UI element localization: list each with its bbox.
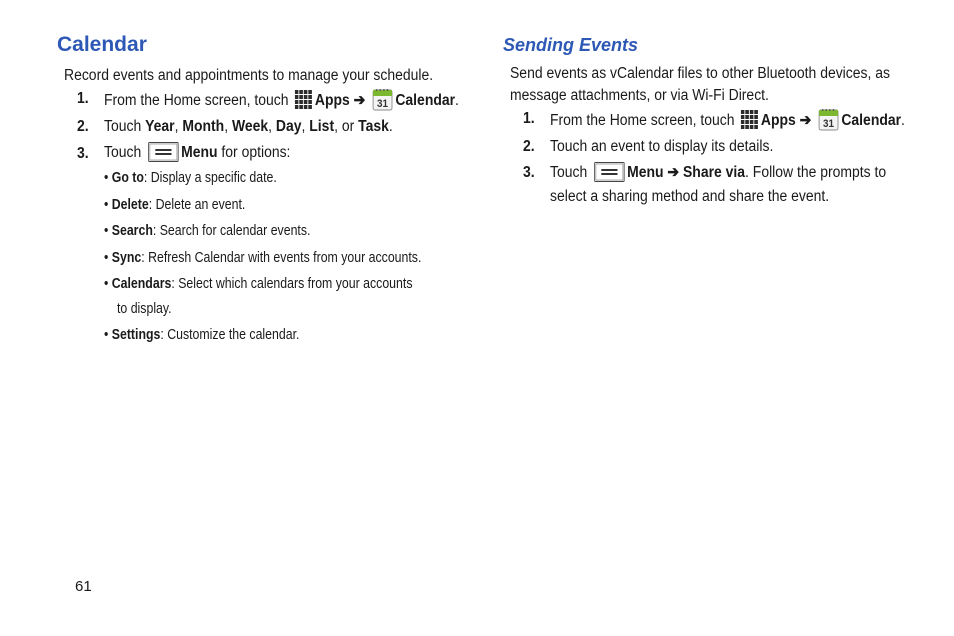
- bullet-desc: : Customize the calendar.: [160, 327, 300, 343]
- step-text: . Follow the prompts to: [745, 164, 887, 181]
- task-label: Task: [358, 118, 389, 135]
- apps-label: Apps: [314, 92, 350, 109]
- page-number: 61: [75, 578, 92, 595]
- list-label: List: [309, 118, 335, 135]
- share-via-label: Share via: [683, 164, 746, 181]
- apps-grid-icon: [295, 90, 313, 110]
- bullet-desc: : Search for calendar events.: [152, 223, 311, 239]
- page-title: Calendar: [57, 33, 147, 56]
- step-text: Touch: [104, 144, 142, 161]
- bullet-desc: : Select which calendars from your accounts: [171, 276, 413, 292]
- calendar-31-icon: [818, 108, 839, 131]
- day-label: Day: [275, 118, 302, 135]
- apps-grid-icon: [741, 110, 759, 130]
- menu-icon: [148, 142, 179, 162]
- apps-label: Apps: [760, 112, 796, 129]
- section-title: Sending Events: [503, 35, 639, 55]
- step-text: Touch: [104, 118, 142, 135]
- menu-label: Menu: [181, 144, 218, 161]
- calendar-label: Calendar: [841, 112, 902, 129]
- arrow: ➔: [799, 112, 812, 129]
- week-label: Week: [231, 118, 269, 135]
- arrow: ➔: [353, 92, 366, 109]
- calendar-label: Calendar: [395, 92, 456, 109]
- bullet-term: Settings: [111, 327, 161, 343]
- list-item: • Sync: Refresh Calendar with events from your accounts.: [104, 250, 422, 266]
- step-text: From the Home screen, touch: [104, 92, 289, 109]
- step-text: From the Home screen, touch: [550, 112, 735, 129]
- step-text: for options:: [221, 144, 291, 161]
- intro-text: Record events and appointments to manage your schedule.: [64, 67, 434, 84]
- bullet-desc: : Display a specific date.: [143, 170, 277, 186]
- bullet-desc: : Refresh Calendar with events from your accounts.: [141, 250, 422, 266]
- list-item: • Go to: Display a specific date.: [104, 170, 277, 186]
- bullet-term: Search: [111, 223, 153, 239]
- menu-label: Menu: [627, 164, 664, 181]
- list-item: • Settings: Customize the calendar.: [104, 327, 300, 343]
- arrow: ➔: [667, 164, 680, 181]
- step-number: 3.: [523, 164, 535, 181]
- step-2: [104, 115, 393, 139]
- step-number: 2.: [523, 138, 535, 155]
- step-number: 3.: [77, 145, 89, 162]
- bullet-desc-continued: to display.: [117, 301, 172, 317]
- step-number: 2.: [77, 118, 89, 135]
- calendar-icon-day: 31: [822, 118, 834, 131]
- bullet-term: Delete: [111, 197, 149, 213]
- bullet-desc: : Delete an event.: [148, 197, 246, 213]
- section-intro: message attachments, or via Wi-Fi Direct.: [510, 87, 769, 104]
- step-3: [550, 161, 886, 185]
- list-item: • Delete: Delete an event.: [104, 197, 246, 213]
- step-3: [104, 141, 290, 165]
- step-number: 1.: [77, 90, 89, 107]
- month-label: Month: [182, 118, 225, 135]
- step-3-continued: select a sharing method and share the event.: [550, 188, 830, 205]
- step-1: [104, 88, 459, 113]
- list-item: • Calendars: Select which calendars from your accounts: [104, 276, 413, 292]
- sep: ,: [268, 118, 276, 135]
- year-label: Year: [145, 118, 175, 135]
- period: .: [388, 118, 393, 135]
- bullet-term: Calendars: [111, 276, 172, 292]
- calendar-icon-day: 31: [376, 98, 388, 111]
- sep: ,: [174, 118, 183, 135]
- section-intro: Send events as vCalendar files to other Bluetooth devices, as: [510, 65, 890, 82]
- sep: ,: [301, 118, 310, 135]
- sep: , or: [334, 118, 359, 135]
- list-item: • Search: Search for calendar events.: [104, 223, 311, 239]
- menu-icon: [594, 162, 625, 182]
- bullet-term: Go to: [111, 170, 144, 186]
- bullet-term: Sync: [111, 250, 142, 266]
- step-1: [550, 108, 905, 133]
- step-2: Touch an event to display its details.: [550, 138, 774, 155]
- step-text: Touch: [550, 164, 588, 181]
- period: .: [455, 92, 459, 109]
- period: .: [901, 112, 905, 129]
- sep: ,: [224, 118, 232, 135]
- step-number: 1.: [523, 110, 535, 127]
- calendar-31-icon: [372, 88, 393, 111]
